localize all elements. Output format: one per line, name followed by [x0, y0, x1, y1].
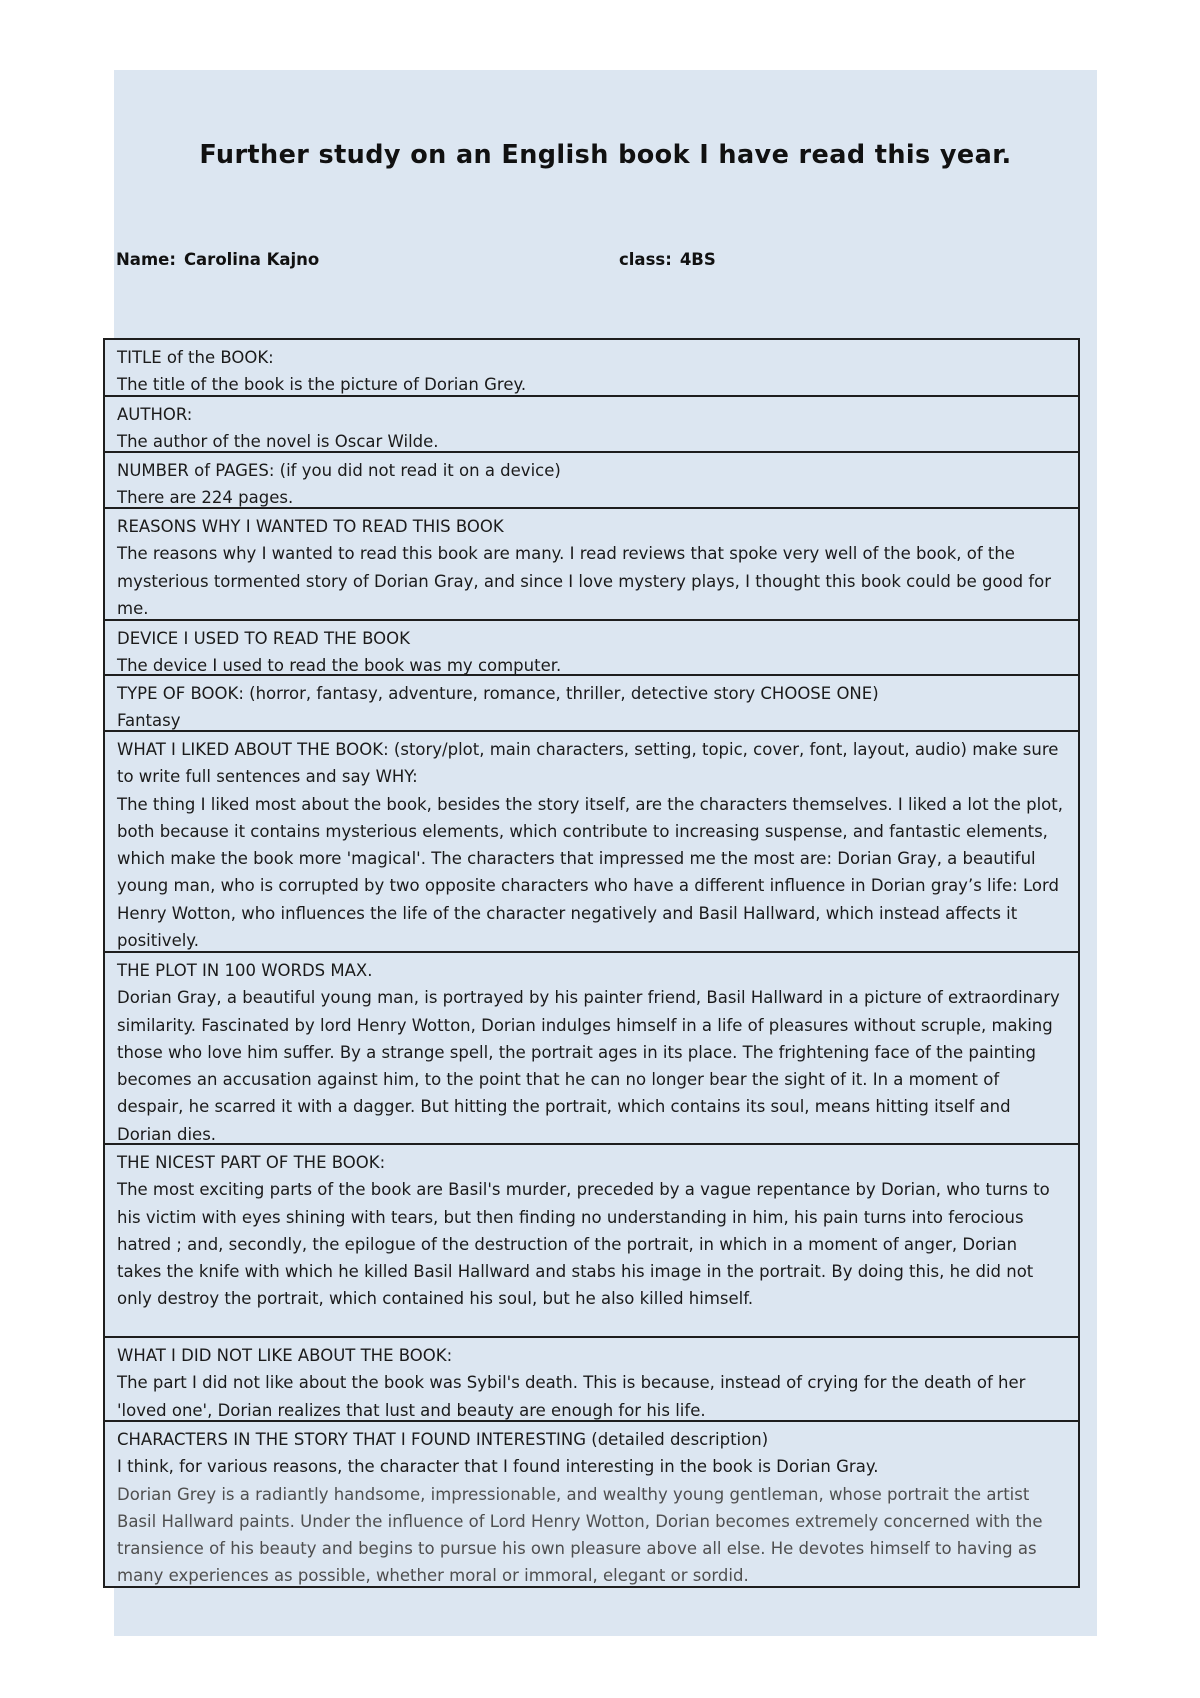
section-heading: REASONS WHY I WANTED TO READ THIS BOOK: [117, 517, 504, 536]
section-answer: The thing I liked most about the book, besides the story itself, are the characters themselves. I liked a lot the plot, both because it contains mysterious elements, which contribute to increasing suspense, and fantastic elements, which make the book more 'magical'. The characters that impressed me the most are: Dorian Gray, a beautiful young man, who is corrupted by two opposite characters who have a different influence in Dorian gray’s life: Lord Henry Wotton, who influences the life of the character negatively and Basil Hallward, which instead affects it positively.: [117, 794, 1063, 951]
section-answer: The device I used to read the book was my computer.: [117, 656, 562, 676]
section-liked: [105, 730, 1078, 951]
class-value: 4BS: [679, 250, 716, 269]
section-heading: TITLE of the BOOK:: [117, 348, 274, 367]
section-characters: [105, 1420, 1078, 1586]
student-name: [116, 250, 319, 269]
section-plot: [105, 951, 1078, 1143]
section-nicest-part: [105, 1143, 1078, 1336]
student-class: [619, 250, 716, 269]
section-answer-description: Dorian Grey is a radiantly handsome, impressionable, and wealthy young gentleman, whose portrait the artist Basil Hallward paints. Under the influence of Lord Henry Wotton, Dorian becomes extremely concerned with the transience of his beauty and begins to pursue his own pleasure above all else. He devotes himself to having as many experiences as possible, whether moral or immoral, elegant or sordid.: [117, 1484, 1043, 1586]
section-answer: The part I did not like about the book was Sybil's death. This is because, instead of crying for the death of her 'loved one', Dorian realizes that lust and beauty are enough for his life.: [117, 1373, 1026, 1420]
section-answer: There are 224 pages.: [117, 488, 294, 508]
section-answer: Dorian Gray, a beautiful young man, is portrayed by his painter friend, Basil Hallward in a picture of extraordinary similarity. Fascinated by lord Henry Wotton, Dorian indulges himself in a life of pleasures without scruple, making those who love him suffer. By a strange spell, the portrait ages in its place. The frightening face of the painting becomes an accusation against him, to the point that he can no longer bear the sight of it. In a moment of despair, he scarred it with a dagger. But hitting the portrait, which contains its soul, means hitting itself and Dorian dies.: [117, 988, 1060, 1144]
section-device: [105, 619, 1078, 674]
section-heading: WHAT I DID NOT LIKE ABOUT THE BOOK:: [117, 1346, 453, 1365]
section-reasons: [105, 507, 1078, 619]
section-heading: THE NICEST PART OF THE BOOK:: [117, 1153, 386, 1172]
section-answer: I think, for various reasons, the character that I found interesting in the book is Dorian Gray.: [117, 1457, 879, 1477]
name-value: Carolina Kajno: [183, 250, 320, 269]
section-disliked: [105, 1336, 1078, 1420]
section-title: [105, 340, 1078, 395]
book-report-table: [103, 338, 1080, 1588]
document-title: Further study on an English book I have read this year.: [199, 140, 1012, 170]
section-heading: NUMBER of PAGES: (if you did not read it on a device): [117, 461, 561, 480]
section-heading: WHAT I LIKED ABOUT THE BOOK: (story/plot, main characters, setting, topic, cover, font, layout, audio) make sure to write full sentences and say WHY:: [117, 740, 1059, 787]
section-heading: CHARACTERS IN THE STORY THAT I FOUND INTERESTING (detailed description): [117, 1430, 769, 1449]
section-answer: Fantasy: [117, 711, 181, 731]
class-label: class:: [619, 250, 672, 269]
section-answer: The author of the novel is Oscar Wilde.: [117, 432, 439, 452]
section-heading: TYPE OF BOOK: (horror, fantasy, adventure, romance, thriller, detective story CHOOSE ONE): [117, 684, 879, 703]
section-pages: [105, 451, 1078, 507]
section-heading: DEVICE I USED TO READ THE BOOK: [117, 629, 410, 648]
section-answer: The reasons why I wanted to read this book are many. I read reviews that spoke very well of the book, of the mysterious tormented story of Dorian Gray, and since I love mystery plays, I thought this book could be good for me.: [117, 544, 1052, 618]
section-heading: THE PLOT IN 100 WORDS MAX.: [117, 961, 373, 980]
section-author: [105, 395, 1078, 451]
name-label: Name:: [116, 250, 176, 269]
section-answer: The title of the book is the picture of Dorian Grey.: [117, 375, 527, 395]
section-type: [105, 674, 1078, 730]
section-heading: AUTHOR:: [117, 405, 193, 424]
section-answer: The most exciting parts of the book are Basil's murder, preceded by a vague repentance by Dorian, who turns to his victim with eyes shining with tears, but then finding no understanding in him, his pain turns into ferocious hatred ; and, secondly, the epilogue of the destruction of the portrait, in which in a moment of anger, Dorian takes the knife with which he killed Basil Hallward and stabs his image in the portrait. By doing this, he did not only destroy the portrait, which contained his soul, but he also killed himself.: [117, 1180, 1050, 1309]
